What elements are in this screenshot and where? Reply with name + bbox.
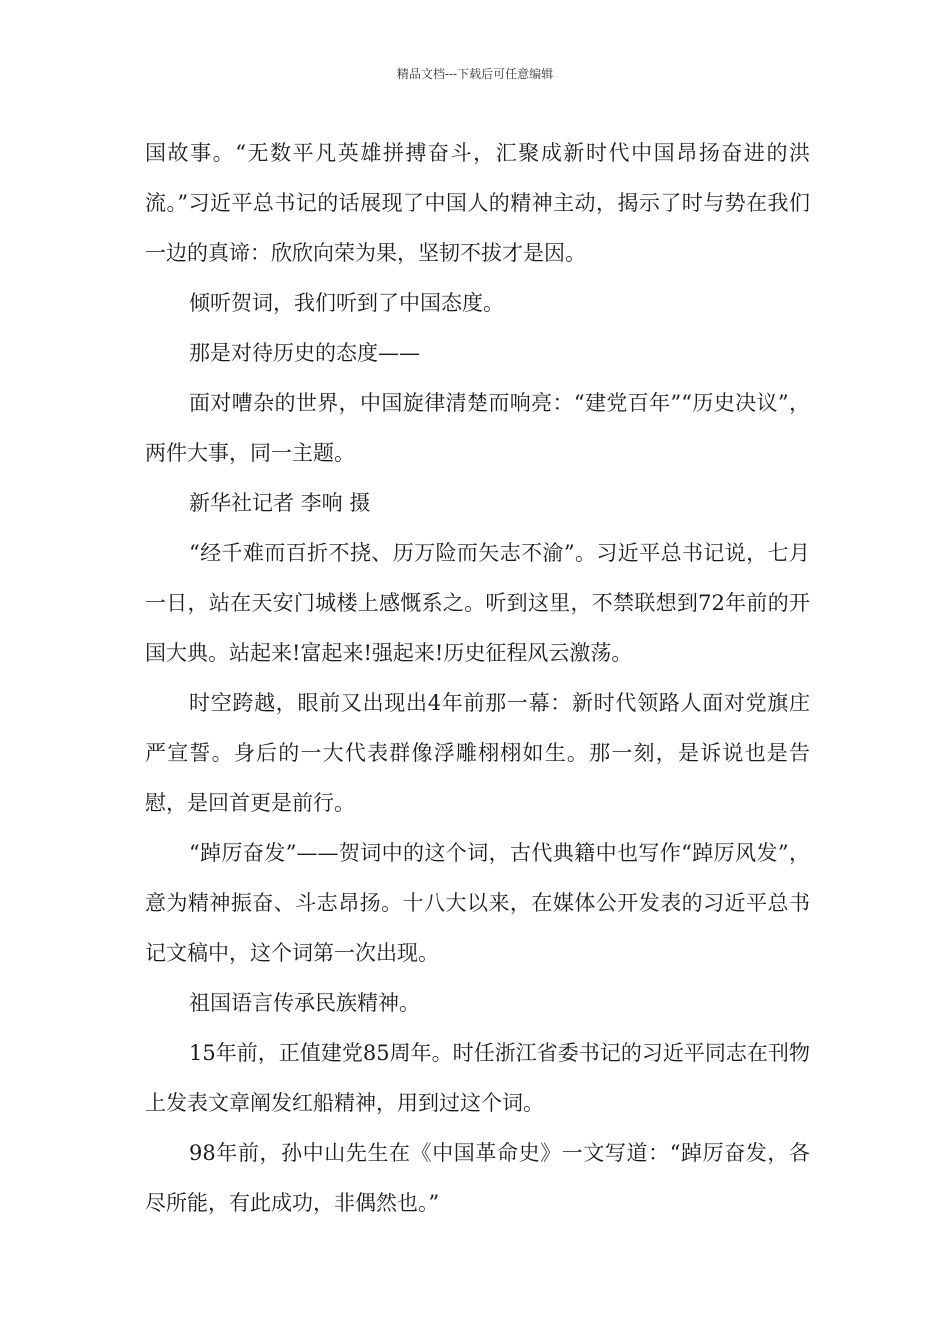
photo-credit: 新华社记者 李响 摄 bbox=[189, 491, 371, 515]
document-body bbox=[145, 128, 810, 1228]
paragraph: “经千难而百折不挠、历万险而矢志不渝”。习近平总书记说，七月一日，站在天安门城楼上感慨系之。听到这里，不禁联想到72年前的开国大典。站起来!富起来!强起来!历史征程风云激荡。 bbox=[145, 541, 810, 665]
paragraph: 那是对待历史的态度—— bbox=[189, 341, 420, 365]
paragraph: 祖国语言传承民族精神。 bbox=[189, 991, 420, 1015]
paragraph: 国故事。“无数平凡英雄拼搏奋斗，汇聚成新时代中国昂扬奋进的洪流。”习近平总书记的话展现了中国人的精神主动，揭示了时与势在我们一边的真谛：欣欣向荣为果，坚韧不拔才是因。 bbox=[145, 141, 810, 265]
paragraph: 面对嘈杂的世界，中国旋律清楚而响亮：“建党百年”“历史决议”，两件大事，同一主题。 bbox=[145, 391, 810, 465]
paragraph: “踔厉奋发”——贺词中的这个词，古代典籍中也写作“踔厉风发”，意为精神振奋、斗志昂扬。十八大以来，在媒体公开发表的习近平总书记文稿中，这个词第一次出现。 bbox=[145, 841, 810, 965]
paragraph: 倾听贺词，我们听到了中国态度。 bbox=[189, 291, 504, 315]
page-header: 精品文档---下载后可任意编辑 bbox=[396, 67, 554, 81]
paragraph: 15年前，正值建党85周年。时任浙江省委书记的习近平同志在刊物上发表文章阐发红船精神，用到过这个词。 bbox=[145, 1041, 810, 1115]
paragraph: 98年前，孙中山先生在《中国革命史》一文写道：“踔厉奋发，各尽所能，有此成功，非偶然也。” bbox=[145, 1141, 810, 1215]
paragraph: 时空跨越，眼前又出现出4年前那一幕：新时代领路人面对党旗庄严宣誓。身后的一大代表群像浮雕栩栩如生。那一刻，是诉说也是告慰，是回首更是前行。 bbox=[145, 691, 810, 815]
